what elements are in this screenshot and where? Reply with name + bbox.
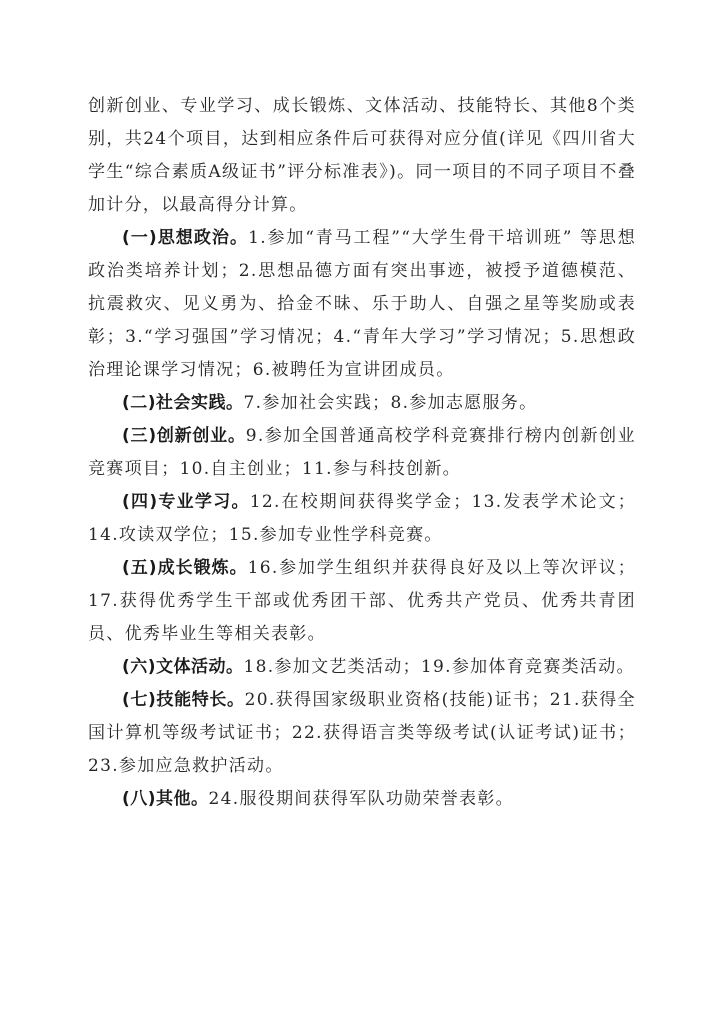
category-heading-political: (一)思想政治。	[122, 228, 249, 248]
category-heading-other: (八)其他。	[122, 789, 209, 809]
category-heading-professional-study: (四)专业学习。	[122, 492, 250, 512]
category-text-other: 24.服役期间获得军队功勋荣誉表彰。	[208, 789, 514, 809]
category-text-professional-study: 12.在校期间获得奖学金；13.发表学术论文；14.攻读双学位；15.参加专业性学科竞赛。	[88, 492, 636, 545]
category-text-social-practice: 7.参加社会实践；8.参加志愿服务。	[243, 393, 538, 413]
category-paragraph-professional-study	[88, 486, 636, 552]
category-text-growth: 16.参加学生组织并获得良好及以上等次评议；17.获得优秀学生干部或优秀团干部、优秀共产党员、优秀共青团员、优秀毕业生等相关表彰。	[88, 558, 636, 644]
category-heading-skills: (七)技能特长。	[122, 690, 245, 710]
category-paragraph-skills	[88, 684, 636, 783]
category-paragraph-social-practice	[88, 387, 636, 420]
category-paragraph-other	[88, 783, 636, 816]
category-paragraph-arts-sports	[88, 651, 636, 684]
category-heading-social-practice: (二)社会实践。	[122, 393, 244, 413]
category-text-arts-sports: 18.参加文艺类活动；19.参加体育竞赛类活动。	[243, 657, 635, 677]
category-heading-innovation: (三)创新创业。	[122, 426, 246, 446]
category-paragraph-political	[88, 222, 636, 387]
category-heading-arts-sports: (六)文体活动。	[122, 657, 244, 677]
category-text-political: 1.参加“青马工程”“大学生骨干培训班” 等思想政治类培养计划；2.思想品德方面有突出事迹，被授予道德模范、抗震救灾、见义勇为、拾金不昧、乐于助人、自强之星等奖励或表彰；3.“学习强国”学习情况；4.“青年大学习”学习情况；5.思想政治理论课学习情况；6.被聘任为宣讲团成员。	[88, 228, 636, 380]
category-paragraph-innovation	[88, 420, 636, 486]
intro-paragraph: 创新创业、专业学习、成长锻炼、文体活动、技能特长、其他8个类别，共24个项目，达到相应条件后可获得对应分值(详见《四川省大学生“综合素质A级证书”评分标准表》)。同一项目的不同子项目不叠加计分，以最高得分计算。	[88, 96, 636, 215]
document-body	[88, 90, 636, 816]
category-text-innovation: 9.参加全国普通高校学科竞赛排行榜内创新创业竞赛项目；10.自主创业；11.参与科技创新。	[88, 426, 636, 479]
category-text-skills: 20.获得国家级职业资格(技能)证书；21.获得全国计算机等级考试证书；22.获得语言类等级考试(认证考试)证书；23.参加应急救护活动。	[88, 690, 636, 776]
category-paragraph-growth	[88, 552, 636, 651]
category-heading-growth: (五)成长锻炼。	[122, 558, 248, 578]
